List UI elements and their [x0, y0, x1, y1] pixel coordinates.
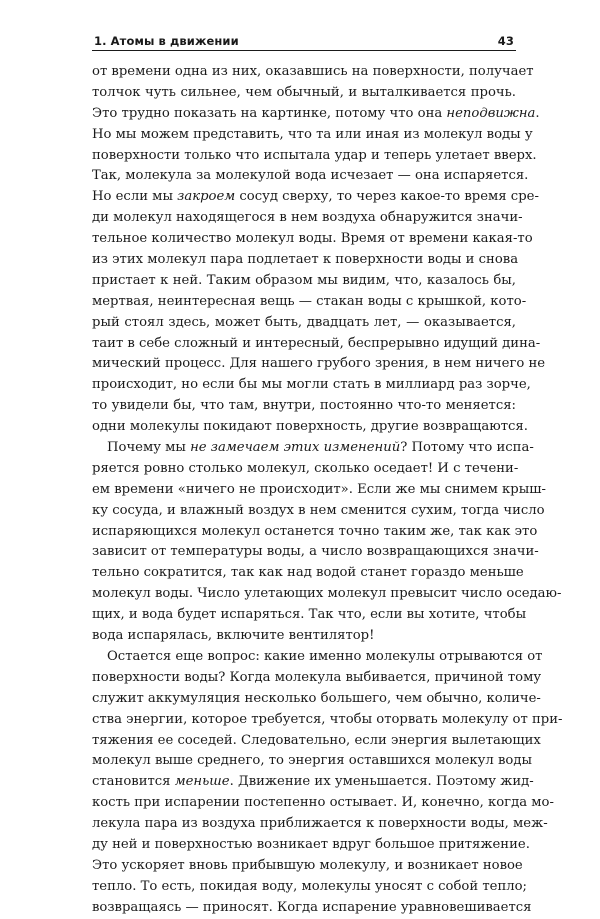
chapter-title: 1. Атомы в движении	[94, 34, 239, 48]
text-line	[92, 62, 534, 83]
line-segment: щих, и вода будет испаряться. Так что, если вы хотите, чтобы	[92, 607, 527, 623]
line-segment: лекула пара из воздуха приближается к поверхности воды, меж-	[92, 816, 548, 832]
text-line	[92, 563, 524, 584]
line-segment: вода испарялась, включите вентилятор!	[92, 628, 375, 644]
text-line	[92, 710, 563, 731]
line-segment: служит аккумуляция несколько большего, чем обычно, количе-	[92, 690, 541, 706]
emphasis-text: не замечаем этих изменений	[190, 440, 401, 456]
line-segment: . Движение их уменьшается. Поэтому жид-	[229, 774, 534, 790]
body-text	[92, 62, 563, 919]
text-line	[92, 187, 539, 208]
text-line	[92, 208, 523, 229]
text-line	[92, 417, 528, 438]
line-segment: поверхности воды? Когда молекула выбивается, причиной тому	[92, 669, 542, 685]
line-segment: Так, молекула за молекулой вода исчезает — она испаряется.	[92, 168, 529, 184]
line-segment: таит в себе сложный и интересный, беспрерывно идущий дина-	[92, 335, 541, 351]
line-segment: испаряющихся молекул останется точно таким же, так как это	[92, 523, 538, 539]
text-line	[92, 104, 540, 125]
text-line	[92, 313, 516, 334]
text-line	[92, 480, 546, 501]
text-line	[92, 125, 533, 146]
line-segment: то увидели бы, что там, внутри, постоянно что-то меняется:	[92, 398, 516, 414]
line-segment: возвращаясь — приносят. Когда испарение уравновешивается	[92, 899, 532, 915]
line-segment: Остается еще вопрос: какие именно молекулы отрываются от	[107, 648, 543, 664]
line-segment: Почему мы	[107, 440, 191, 456]
text-line	[92, 793, 554, 814]
text-line	[92, 731, 541, 752]
line-segment: поверхности только что испытала удар и теперь улетает вверх.	[92, 147, 537, 163]
emphasis-text: неподвижна	[446, 105, 536, 121]
text-line	[92, 626, 516, 647]
text-line	[92, 751, 532, 772]
text-line	[92, 772, 534, 793]
line-segment: кость при испарении постепенно остывает. И, конечно, когда мо-	[92, 795, 554, 811]
line-segment: Это ускоряет вновь прибывшую молекулу, и возникает новое	[92, 857, 523, 873]
emphasis-text: закроем	[177, 189, 236, 205]
line-segment: тельное количество молекул воды. Время от времени какая-то	[92, 231, 533, 247]
text-line	[92, 501, 545, 522]
text-line	[92, 647, 543, 668]
line-segment: .	[535, 105, 540, 121]
text-line	[92, 292, 527, 313]
text-line	[92, 334, 541, 355]
text-line	[92, 877, 527, 898]
text-line	[92, 668, 542, 689]
text-line	[92, 250, 519, 271]
text-line	[92, 271, 516, 292]
line-segment: Но мы можем представить, что та или иная из молекул воды у	[92, 126, 533, 142]
line-segment: ства энергии, которое требуется, чтобы оторвать молекулу от при-	[92, 711, 563, 727]
text-line	[92, 689, 541, 710]
line-segment: мический процесс. Для нашего грубого зрения, в нем ничего не	[92, 356, 546, 372]
line-segment: происходит, но если бы мы могли стать в миллиард раз зорче,	[92, 377, 531, 393]
text-line	[92, 835, 530, 856]
line-segment: пристает к ней. Таким образом мы видим, что, казалось бы,	[92, 272, 516, 288]
text-line	[92, 146, 537, 167]
text-line	[92, 375, 531, 396]
line-segment: ди молекул находящегося в нем воздуха обнаружится значи-	[92, 210, 523, 226]
line-segment: мертвая, неинтересная вещь — стакан воды с крышкой, кото-	[92, 293, 527, 309]
emphasis-text: меньше	[174, 774, 230, 790]
line-segment: Но если мы	[92, 189, 178, 205]
text-line	[92, 856, 523, 877]
line-segment: тепло. То есть, покидая воду, молекулы уносят с собой тепло;	[92, 878, 527, 894]
header-rule	[92, 50, 516, 51]
line-segment: ряется ровно столько молекул, сколько оседает! И с течени-	[92, 460, 519, 476]
line-segment: зависит от температуры воды, а число возвращающихся значи-	[92, 544, 539, 560]
line-segment: ем времени «ничего не происходит». Если же мы снимем крыш-	[92, 481, 546, 497]
text-line	[92, 459, 519, 480]
text-line	[92, 354, 546, 375]
line-segment: рый стоял здесь, может быть, двадцать лет, — оказывается,	[92, 314, 516, 330]
text-line	[92, 898, 532, 919]
text-line	[92, 166, 529, 187]
text-line	[92, 396, 516, 417]
text-line	[92, 814, 548, 835]
text-line	[92, 438, 534, 459]
text-line	[92, 605, 527, 626]
text-line	[92, 522, 538, 543]
line-segment: сосуд сверху, то через какое-то время сре-	[235, 189, 539, 205]
text-line	[92, 542, 539, 563]
text-line	[92, 584, 562, 605]
line-segment: тяжения ее соседей. Следовательно, если энергия вылетающих	[92, 732, 541, 748]
line-segment: становится	[92, 774, 175, 790]
line-segment: ? Потому что испа-	[400, 440, 534, 456]
line-segment: от времени одна из них, оказавшись на поверхности, получает	[92, 64, 534, 79]
line-segment: толчок чуть сильнее, чем обычный, и выталкивается прочь.	[92, 84, 516, 100]
line-segment: ку сосуда, и влажный воздух в нем сменится сухим, тогда число	[92, 502, 545, 518]
line-segment: тельно сократится, так как над водой станет гораздо меньше	[92, 565, 524, 581]
running-header	[94, 30, 514, 48]
text-line	[92, 83, 516, 104]
line-segment: молекул воды. Число улетающих молекул превысит число оседаю-	[92, 586, 562, 602]
line-segment: Это трудно показать на картинке, потому что она	[92, 105, 447, 121]
line-segment: из этих молекул пара подлетает к поверхности воды и снова	[92, 252, 519, 268]
line-segment: ду ней и поверхностью возникает вдруг большое притяжение.	[92, 836, 530, 852]
text-line	[92, 229, 533, 250]
line-segment: молекул выше среднего, то энергия оставшихся молекул воды	[92, 753, 532, 769]
line-segment: одни молекулы покидают поверхность, другие возвращаются.	[92, 419, 528, 435]
page-number: 43	[497, 34, 514, 48]
